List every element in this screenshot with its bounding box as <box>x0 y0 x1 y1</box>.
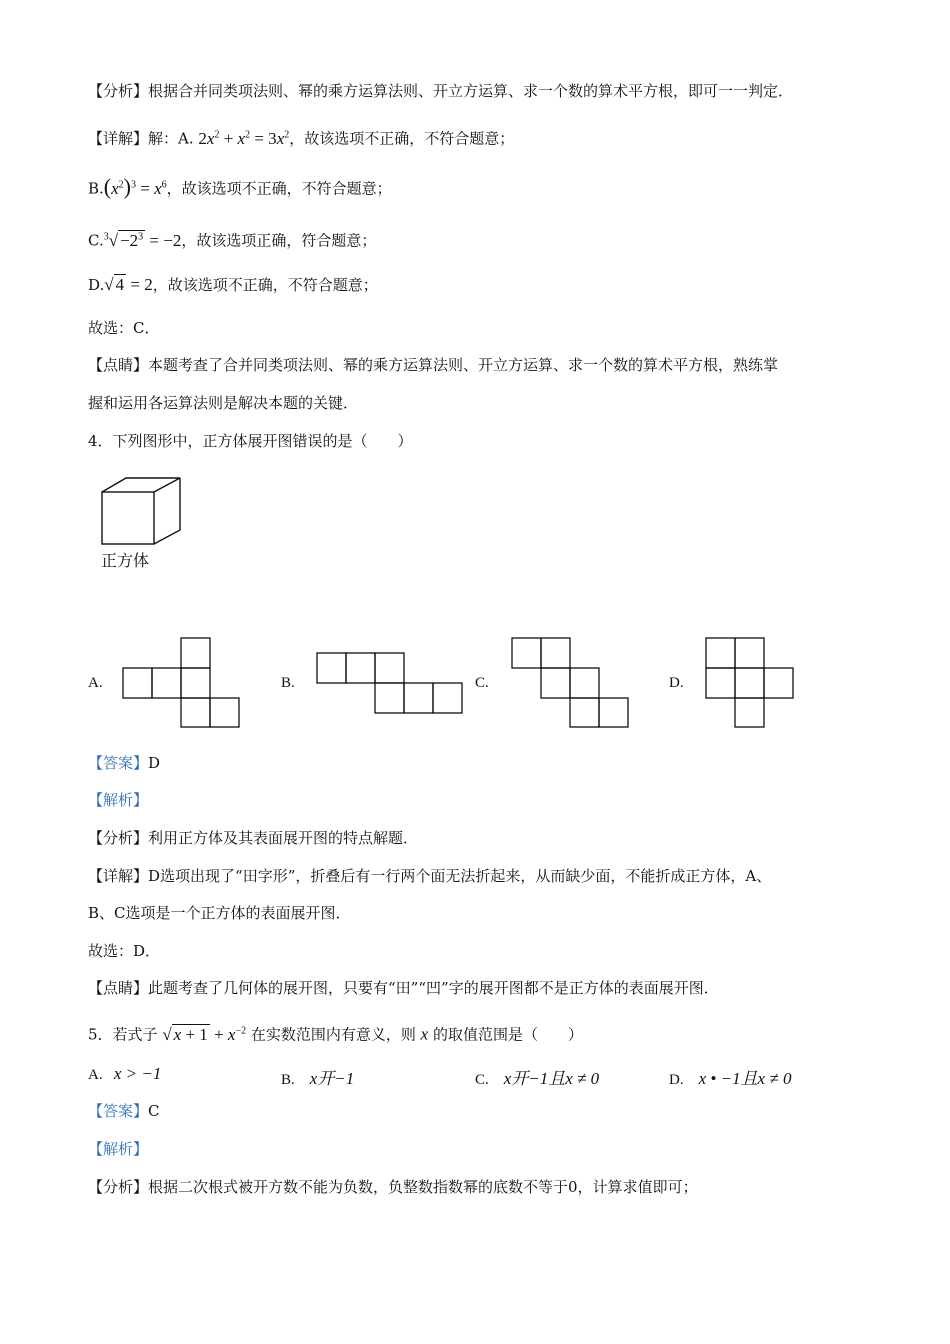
analysis-tag: 【分析】 <box>88 829 149 847</box>
question-var: x <box>420 1024 429 1044</box>
q4-answer <box>88 752 160 774</box>
answer-value: D <box>148 754 161 772</box>
d-prefix: D. <box>88 276 105 294</box>
q5-option-a <box>88 1064 161 1084</box>
q4-comment <box>88 977 719 999</box>
analysis-tag: 【分析】 <box>88 1178 149 1196</box>
question-prefix: 5．若式子 <box>88 1025 158 1044</box>
detail-tag: 【详解】 <box>88 867 149 885</box>
q3-choice: 故选：C． <box>88 319 160 337</box>
formula-a: $2x^2 + x^2 = 3x^2$ <box>198 128 290 148</box>
net-option-b <box>316 651 466 715</box>
b-tail: ，故该选项不正确，不符合题意； <box>166 179 392 198</box>
option-label: D. <box>669 1072 684 1088</box>
q4-analysis <box>88 827 418 849</box>
formula-b: $(x^2)^3 = x^6$ <box>103 173 167 199</box>
c-tail: ，故该选项正确，符合题意； <box>181 231 377 250</box>
net-option-c <box>511 637 633 729</box>
option-b-label: B. <box>281 675 295 691</box>
answer-tag: 【答案】 <box>88 1102 149 1120</box>
option-label: A. <box>88 1067 103 1083</box>
formula-c: $^3√ -2^3 = -2$ <box>103 230 182 250</box>
analysis-text: 根据合并同类项法则、幂的乘方运算法则、开立方运算、求一个数的算术平方根，即可一一判定． <box>148 82 794 100</box>
q4-detail-1 <box>88 865 771 887</box>
q4-choice: 故选：D． <box>88 942 161 960</box>
net-option-d <box>705 637 797 729</box>
comment-text: 本题考查了合并同类项法则、幂的乘方运算法则、开立方运算、求一个数的算术平方根，熟练掌 <box>148 356 779 374</box>
answer-value: C <box>148 1102 160 1120</box>
q3-analysis <box>88 80 793 102</box>
q3-detail-d <box>88 274 378 296</box>
q4-question: 4．下列图形中，正方体展开图错误的是（ ） <box>88 432 413 450</box>
comment-text: 此题考查了几何体的展开图，只要有“田”“凹”字的展开图都不是正方体的表面展开图． <box>148 979 719 997</box>
q5-option-b <box>281 1064 354 1089</box>
option-text: x > −1 <box>113 1064 162 1083</box>
d-tail: ，故该选项不正确，不符合题意； <box>152 276 378 294</box>
q5-formula: √ $x + 1 + x^{-2}$ <box>162 1024 247 1044</box>
option-c-label: C. <box>475 675 489 691</box>
q5-option-d <box>669 1064 791 1089</box>
q3-detail-c <box>88 226 376 252</box>
option-d-label: D. <box>669 675 684 691</box>
question-end: 的取值范围是（ ） <box>433 1025 584 1044</box>
question-suffix: 在实数范围内有意义，则 <box>250 1025 416 1044</box>
cube-label: 正方体 <box>101 551 150 570</box>
q3-detail-b <box>88 174 392 200</box>
option-a-label: A. <box>88 675 103 691</box>
q5-option-c <box>475 1064 599 1089</box>
detail-text: D选项出现了“田字形”，折叠后有一行两个面无法折起来，从而缺少面，不能折成正方体，A、 <box>148 867 772 885</box>
answer-tag: 【答案】 <box>88 754 149 772</box>
net-option-a <box>122 637 242 729</box>
analysis-text: 根据二次根式被开方数不能为负数，负整数指数幂的底数不等于0，计算求值即可； <box>148 1178 698 1196</box>
option-text: x开−1且x ≠ 0 <box>503 1069 600 1088</box>
formula-d: √ 4 = 2 <box>104 275 153 294</box>
cube-figure <box>100 476 184 546</box>
comment-tag: 【点睛】 <box>88 356 149 374</box>
q4-explain-tag: 【解析】 <box>88 791 149 809</box>
q4-detail-2: B、C选项是一个正方体的表面展开图． <box>88 904 351 922</box>
option-label: C. <box>475 1072 489 1088</box>
detail-tag: 【详解】 <box>88 129 149 148</box>
q5-analysis <box>88 1176 698 1198</box>
q5-question <box>88 1020 583 1046</box>
q3-comment-2: 握和运用各运算法则是解决本题的关键． <box>88 394 359 412</box>
a-tail: ，故该选项不正确，不符合题意； <box>289 129 515 148</box>
q3-comment-1 <box>88 354 778 376</box>
option-label: B. <box>281 1072 295 1088</box>
comment-tag: 【点睛】 <box>88 979 149 997</box>
analysis-text: 利用正方体及其表面展开图的特点解题． <box>148 829 419 847</box>
q5-answer <box>88 1100 160 1122</box>
q3-detail-a <box>88 124 514 150</box>
option-text: x开−1 <box>309 1069 355 1088</box>
analysis-tag: 【分析】 <box>88 82 149 100</box>
q5-explain-tag: 【解析】 <box>88 1140 149 1158</box>
option-text: x • −1且x ≠ 0 <box>698 1069 792 1088</box>
detail-intro: 解：A. <box>148 129 194 148</box>
b-prefix: B. <box>88 179 104 198</box>
c-prefix: C. <box>88 231 104 250</box>
